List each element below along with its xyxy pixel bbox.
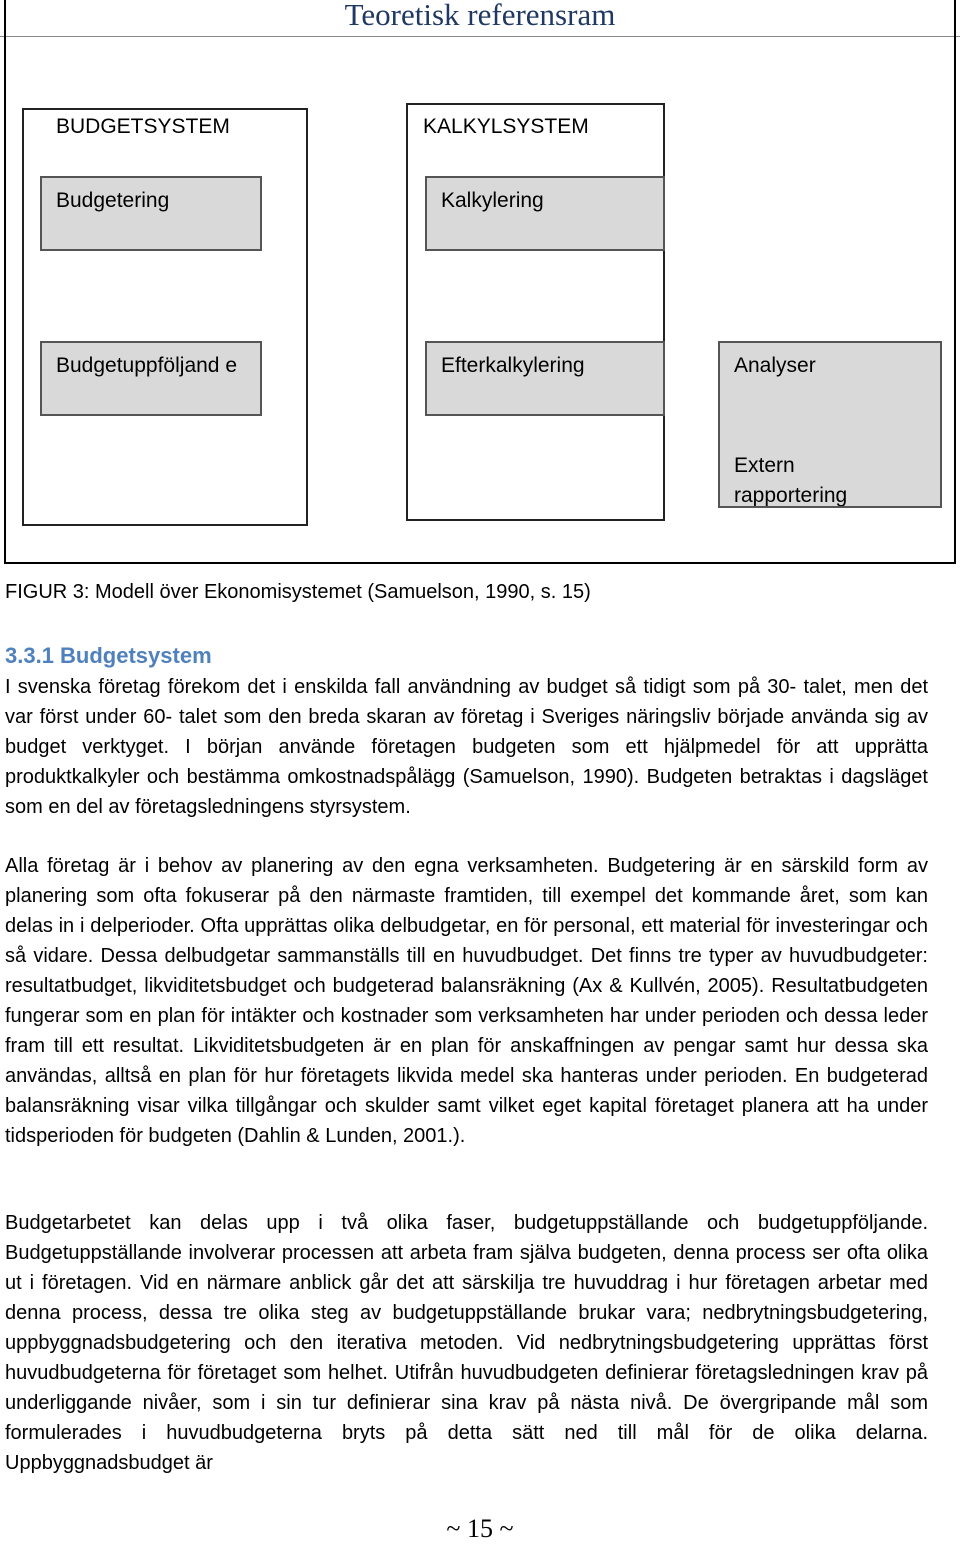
page-number: ~ 15 ~ bbox=[446, 1514, 514, 1543]
analysis-label: Analyser bbox=[734, 354, 816, 377]
budget-system-box bbox=[22, 108, 308, 526]
budget-system-title: BUDGETSYSTEM bbox=[56, 115, 230, 138]
external-reporting-label: Extern rapportering bbox=[734, 454, 848, 507]
calc-system-box bbox=[406, 103, 665, 521]
analysis-box bbox=[718, 341, 942, 508]
paragraph-1: I svenska företag förekom det i enskilda fall användning av budget så tidigt som på 30- talet, men det var först under 60- talet som den breda skaran av företag i Sveriges näringsliv började använda sig av budget verktyget. I början använde företagen budgeten som ett hjälpmedel för att upprätta produktkalkyler och bestämma omkostnadspålägg (Samuelson, 1990). Budgeten betraktas i dagsläget som en del av företagsledningens styrsystem. bbox=[5, 676, 928, 818]
paragraph-2: Alla företag är i behov av planering av den egna verksamheten. Budgetering är en särskild form av planering som ofta fokuserar på den närmaste framtiden, till exempel det kommande året, som kan delas in i delperioder. Ofta upprättas olika delbudgetar, en för personal, ett material för investeringar och så vidare. Dessa delbudgetar sammanställs till en huvudbudget. Det finns tre typer av huvudbudgeter: resultatbudget, likviditetsbudget och budgeterad balansräkning (Ax & Kullvén, 2005). Resultatbudgeten fungerar som en plan för intäkter och kostnader som verksamheten har under perioden och dessa leder fram till ett resultat. Likviditetsbudgeten är en plan för anskaffningen av pengar samt hur dessa ska användas, alltså en plan för hur företagets likvida medel ska hanteras under perioden. En budgeterad balansräkning visar vilka tillgångar och skulder samt vilket eget kapital företaget planera att ha under tidsperioden för budgeten (Dahlin & Lunden, 2001.). bbox=[5, 855, 928, 1147]
calc-system-title: KALKYLSYSTEM bbox=[423, 115, 589, 138]
paragraph-3: Budgetarbetet kan delas upp i två olika faser, budgetuppställande och budgetuppföljande. Budgetuppställande involverar processen att arbeta fram själva budgeten, denna process ser ofta olika ut i företagen. Vid en närmare anblick går det att särskilja tre huvuddrag i hur företagen arbetar med denna process, dessa tre olika steg av budgetuppställande brukar vara; nedbrytningsbudgetering, uppbyggnadsbudgetering och den iterativa metoden. Vid nedbrytningsbudgetering upprättas först huvudbudgeterna för företaget som helhet. Utifrån huvudbudgeten definierar företagsledningen krav på underliggande nivåer, som i sin tur definierar sina krav på nästa nivå. De övergripande mål som formulerades i huvudbudgeterna bryts på detta sätt ned till mål för de olika delarna. Uppbyggnadsbudget är bbox=[5, 1212, 928, 1474]
section-heading: 3.3.1 Budgetsystem bbox=[5, 643, 212, 668]
budgeting-box: Budgetering bbox=[40, 176, 262, 251]
post-calculation-box: Efterkalkylering bbox=[425, 341, 665, 416]
figure-caption: FIGUR 3: Modell över Ekonomisystemet (Samuelson, 1990, s. 15) bbox=[5, 581, 591, 603]
page-header-title: Teoretisk referensram bbox=[344, 0, 616, 32]
calculation-box: Kalkylering bbox=[425, 176, 665, 251]
budget-followup-box: Budgetuppföljand e bbox=[40, 341, 262, 416]
